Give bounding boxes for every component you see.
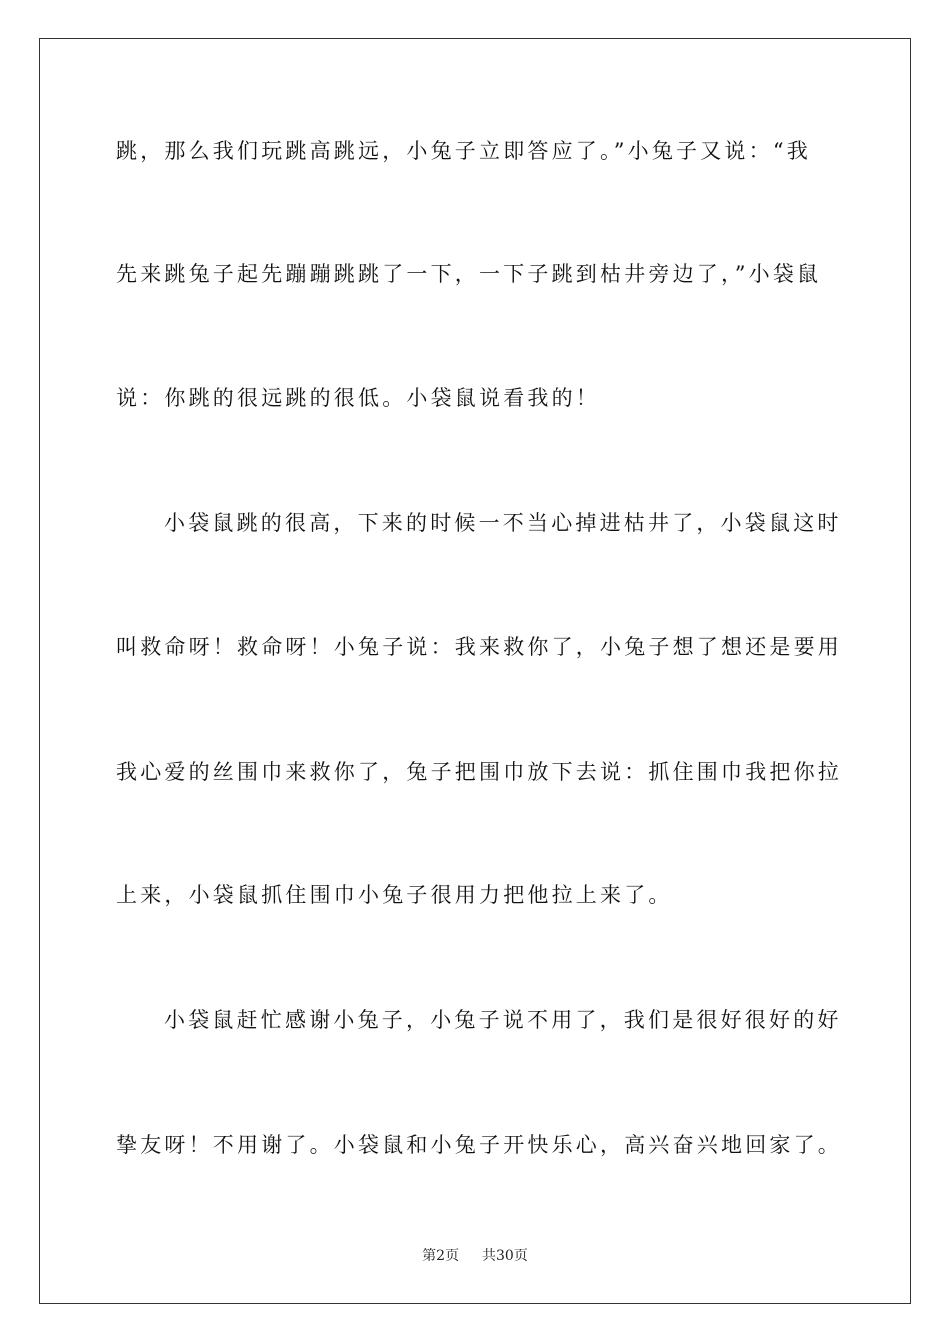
page-total: 共30页: [482, 1248, 528, 1264]
text-line-1: 跳，那么我们玩跳高跳远，小兔子立即答应了。”小兔子又说：“我: [116, 139, 811, 163]
text-line-2: 先来跳兔子起先蹦蹦跳跳了一下，一下子跳到枯井旁边了，”小袋鼠: [116, 262, 822, 286]
text-line-3: 说：你跳的很远跳的很低。小袋鼠说看我的！: [116, 386, 600, 410]
page-footer: [0, 1247, 950, 1265]
page-number: 第2页: [422, 1248, 460, 1264]
page-border: [39, 38, 911, 1304]
text-line-5: 叫救命呀！救命呀！小兔子说：我来救你了，小兔子想了想还是要用: [116, 635, 842, 659]
text-line-6: 我心爱的丝围巾来救你了，兔子把围巾放下去说：抓住围巾我把你拉: [116, 760, 842, 784]
text-line-9: 挚友呀！不用谢了。小袋鼠和小兔子开快乐心，高兴奋兴地回家了。: [116, 1133, 842, 1157]
text-line-8: 小袋鼠赶忙感谢小兔子，小兔子说不用了，我们是很好很好的好: [164, 1008, 842, 1032]
text-line-7: 上来，小袋鼠抓住围巾小兔子很用力把他拉上来了。: [116, 883, 673, 907]
text-line-4: 小袋鼠跳的很高，下来的时候一不当心掉进枯井了，小袋鼠这时: [164, 511, 842, 535]
